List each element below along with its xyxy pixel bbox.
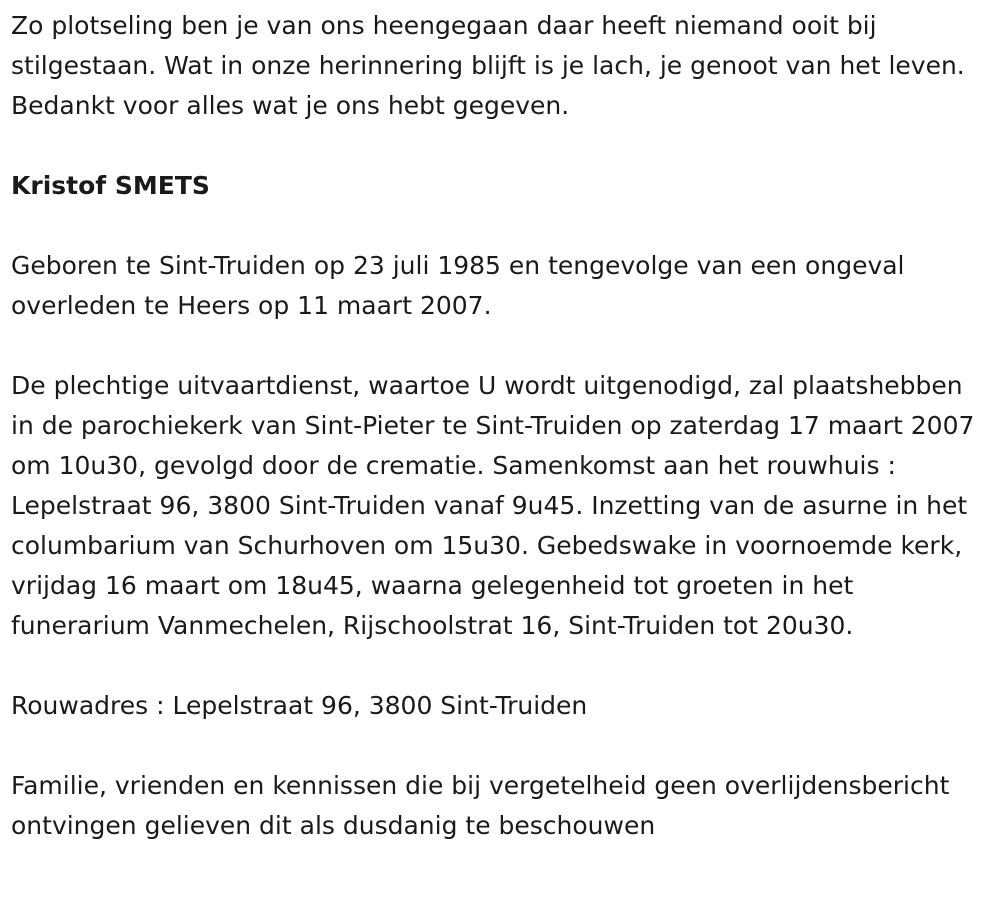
intro-paragraph: Zo plotseling ben je van ons heengegaan daar heeft niemand ooit bij stilgestaan. Wat in onze herinnering blijft is je lach, je genoot van het leven. Bedankt voor alles wat je ons hebt gegeven. bbox=[11, 11, 965, 120]
birth-death-paragraph: Geboren te Sint-Truiden op 23 juli 1985 en tengevolge van een ongeval overleden te Heers op 11 maart 2007. bbox=[11, 251, 905, 320]
mourning-address: Rouwadres : Lepelstraat 96, 3800 Sint-Truiden bbox=[11, 691, 588, 720]
service-paragraph: De plechtige uitvaartdienst, waartoe U wordt uitgenodigd, zal plaatshebben in de parochiekerk van Sint-Pieter te Sint-Truiden op zaterdag 17 maart 2007 om 10u30, gevolgd door de crematie. Samenkomst aan het rouwhuis : Lepelstraat 96, 3800 Sint-Truiden vanaf 9u45. Inzetting van de asurne in het columbarium van Schurhoven om 15u30. Gebedswake in voornoemde kerk, vrijdag 16 maart om 18u45, waarna gelegenheid tot groeten in het funerarium Vanmechelen, Rijschoolstrat 16, Sint-Truiden tot 20u30. bbox=[11, 371, 975, 640]
deceased-name: Kristof SMETS bbox=[11, 171, 210, 200]
obituary-text bbox=[11, 0, 991, 846]
notice-paragraph: Familie, vrienden en kennissen die bij vergetelheid geen overlijdensbericht ontvingen gelieven dit als dusdanig te beschouwen bbox=[11, 771, 950, 840]
